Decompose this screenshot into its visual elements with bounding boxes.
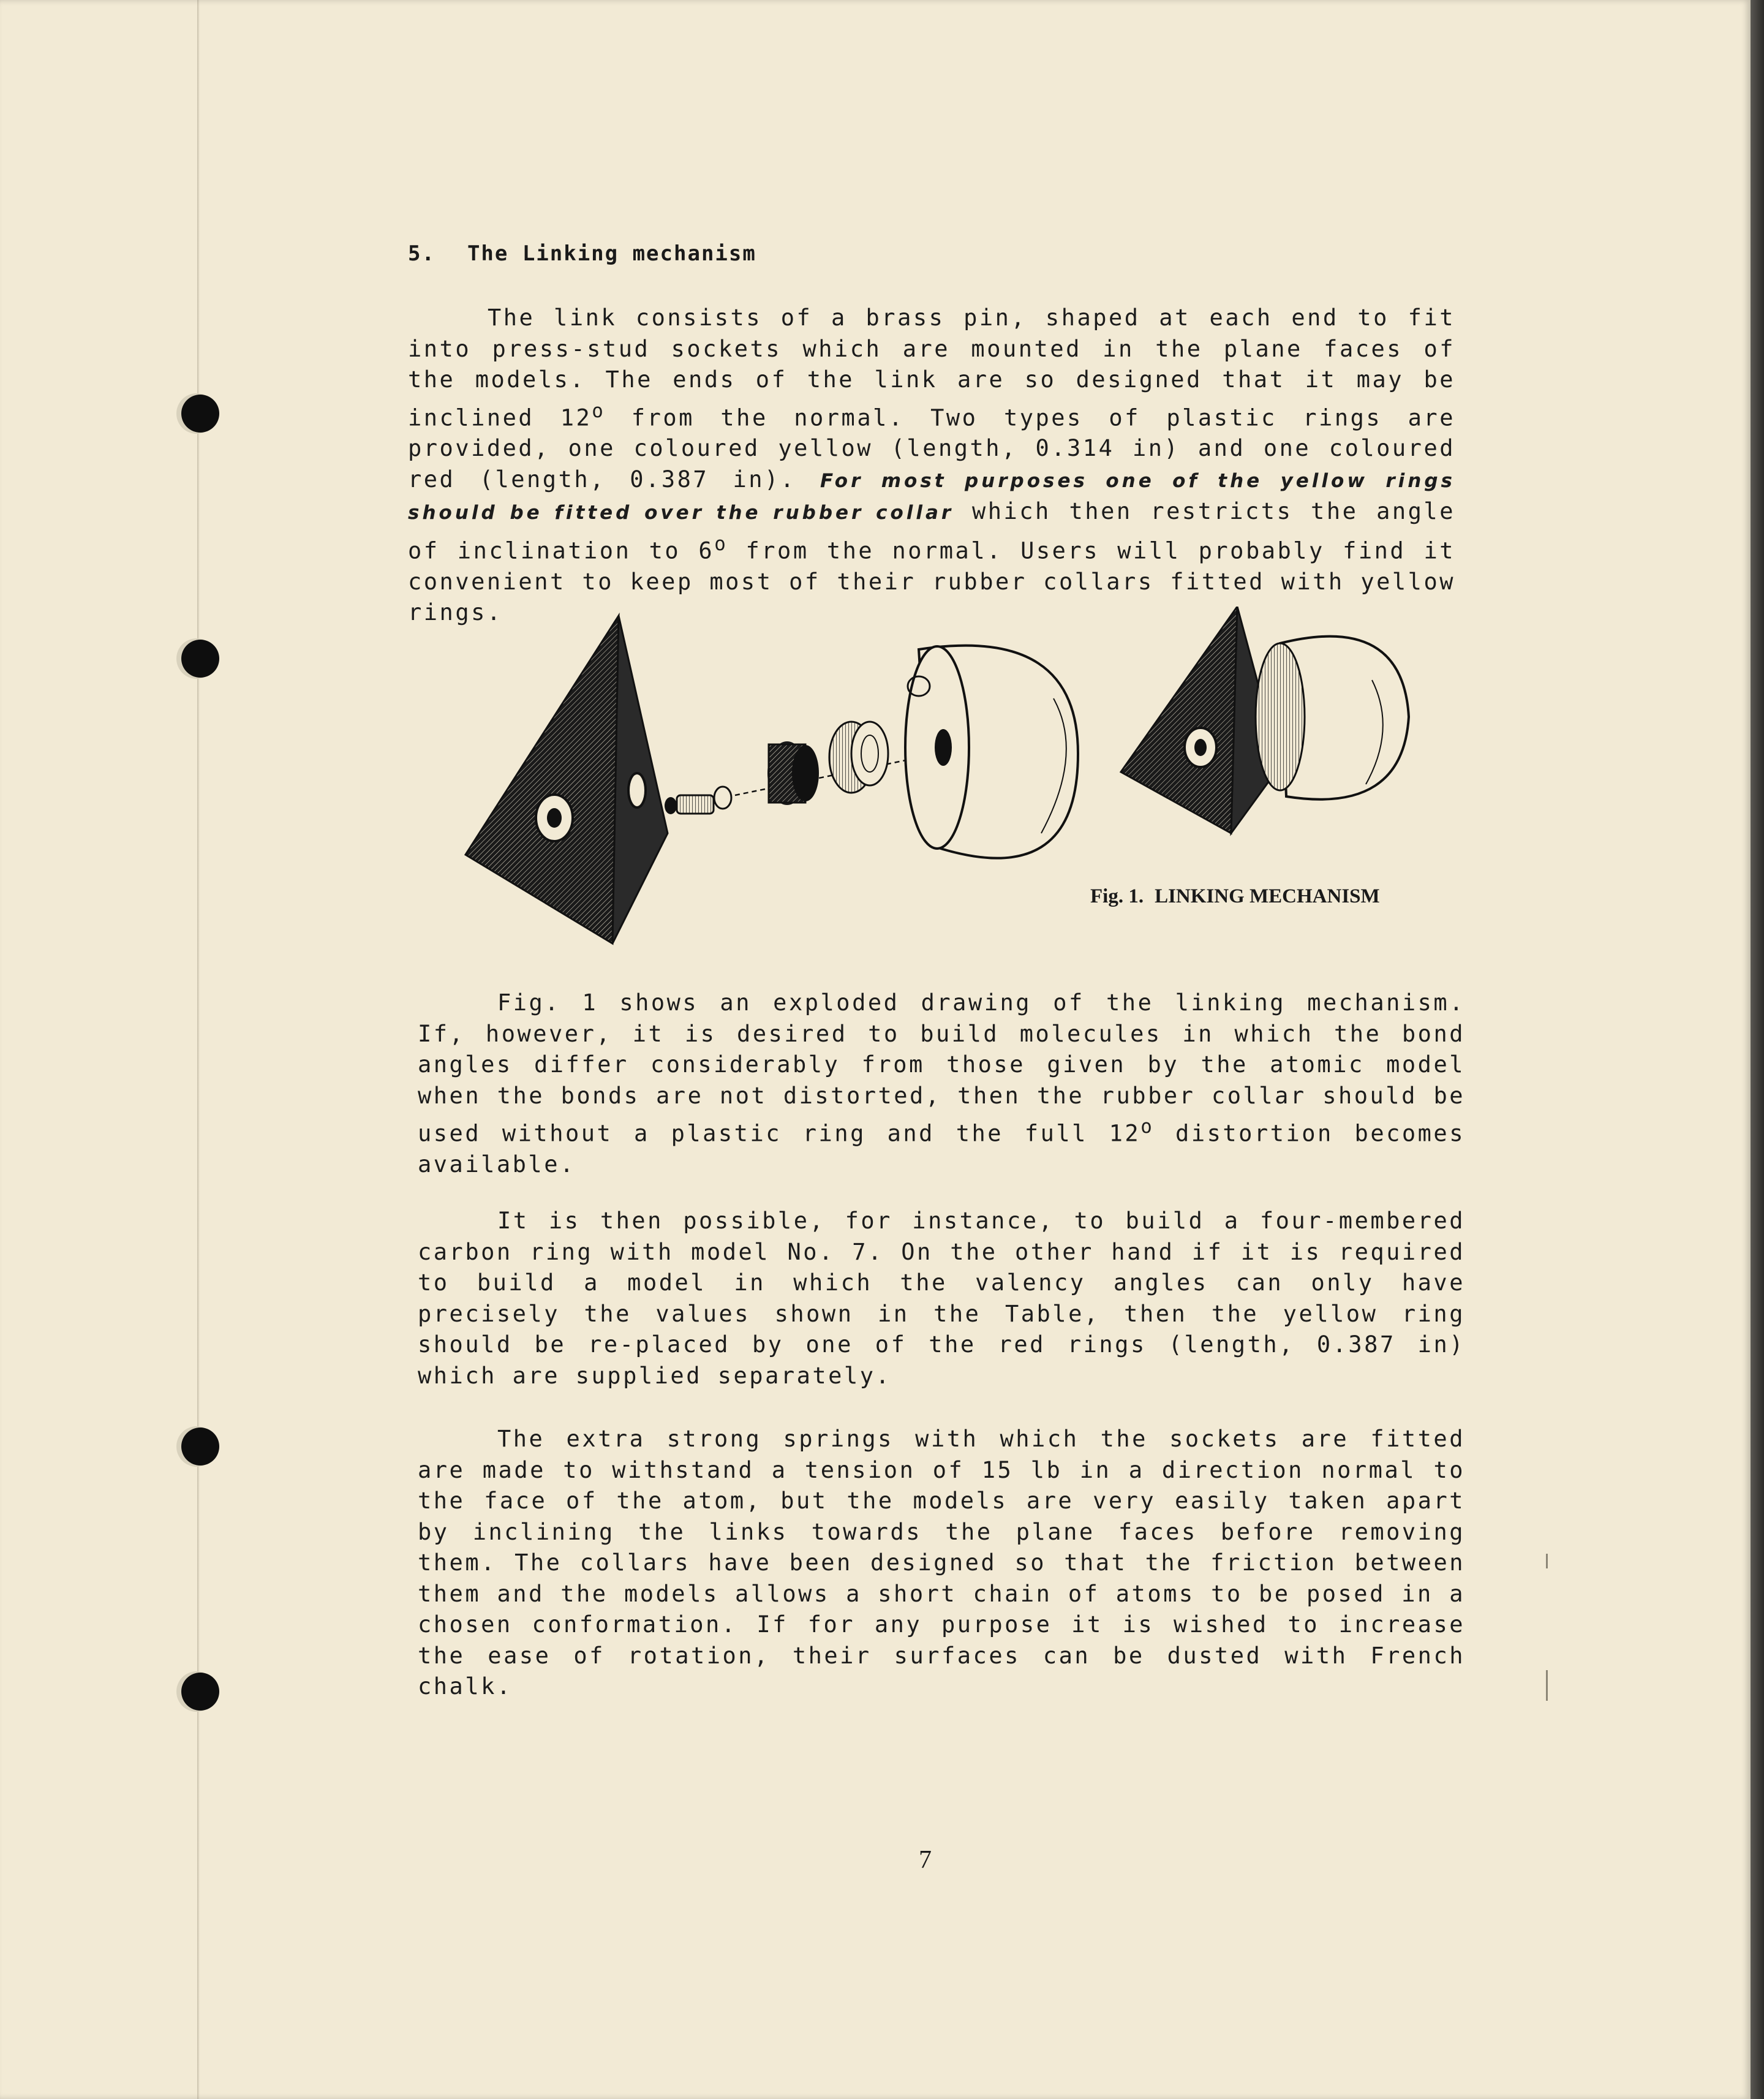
binder-hole [181,395,219,433]
margin-mark [1546,1554,1548,1568]
page-number: 7 [919,1846,932,1874]
figure-caption [1090,885,1380,908]
paragraph-2: Fig. 1 shows an exploded drawing of the linking mechanism. If, however, it is desired to build molecules in which the bond angles differ considerably from those given by the atomic model when the bonds are not distorted, then the rubber collar should be used without a plastic ring and the full 12$^o$ distortion becomes available. [418,989,1465,1178]
binder-hole [181,640,219,678]
section-heading [408,241,756,266]
brass-pin [665,787,731,814]
page-edge-shadow [1751,0,1764,2099]
tetrahedron-model [466,616,668,944]
binder-hole [181,1673,219,1711]
hemisphere-model [1256,637,1409,800]
hemisphere-model [905,646,1078,858]
paragraph-4: The extra strong springs with which the sockets are fitted are made to withstand a tension of 15 lb in a direction normal to the face of the atom, but the models are very easily taken apart by inclining the links towards the plane faces before removing them. The collars have been designed so that the friction between them and the models allows a short chain of atoms to be posed in a chosen conformation. If for any purpose it is wished to increase the ease of rotation, their surfaces can be dusted with French chalk. [418,1426,1465,1700]
spine-fold [197,0,200,2099]
italic-emphasis: For most purposes one of the yellow rings should be fitted over the rubber collar [408,469,1456,524]
margin-mark [1546,1670,1548,1701]
section-number: 5. [408,241,435,266]
linking-mechanism-exploded-figure [453,600,1213,968]
section-title: The Linking mechanism [467,241,756,266]
figure-label: Fig. 1. [1090,885,1144,907]
paragraph-1: The link consists of a brass pin, shaped at each end to fit into press-stud sockets which are mounted in the plane faces of the models. The ends of the link are so designed that it may be inclined 12$^o$ from the normal. Two types of plastic rings are provided, one coloured yellow (length, 0.314 in) and one coloured red (length, 0.387 in). For most purposes one of the yellow rings should be fitted over the rubber collar which then restricts the angle of inclination to 6$^o$ from the normal. Users will probably find it convenient to keep most of their rubber collars fitted with yellow rings. [408,304,1456,626]
plastic-ring [829,722,888,793]
paragraph-3: It is then possible, for instance, to build a four-membered carbon ring with model No. 7. On the other hand if it is required to build a model in which the valency angles can only have precisely the values shown in the Table, then the yellow ring should be re-placed by one of the red rings (length, 0.387 in) which are supplied separately. [418,1208,1465,1389]
binder-hole [181,1428,219,1466]
rubber-collar [767,741,819,805]
linking-mechanism-assembled-figure [1115,607,1433,876]
figure-title: LINKING MECHANISM [1155,885,1380,907]
